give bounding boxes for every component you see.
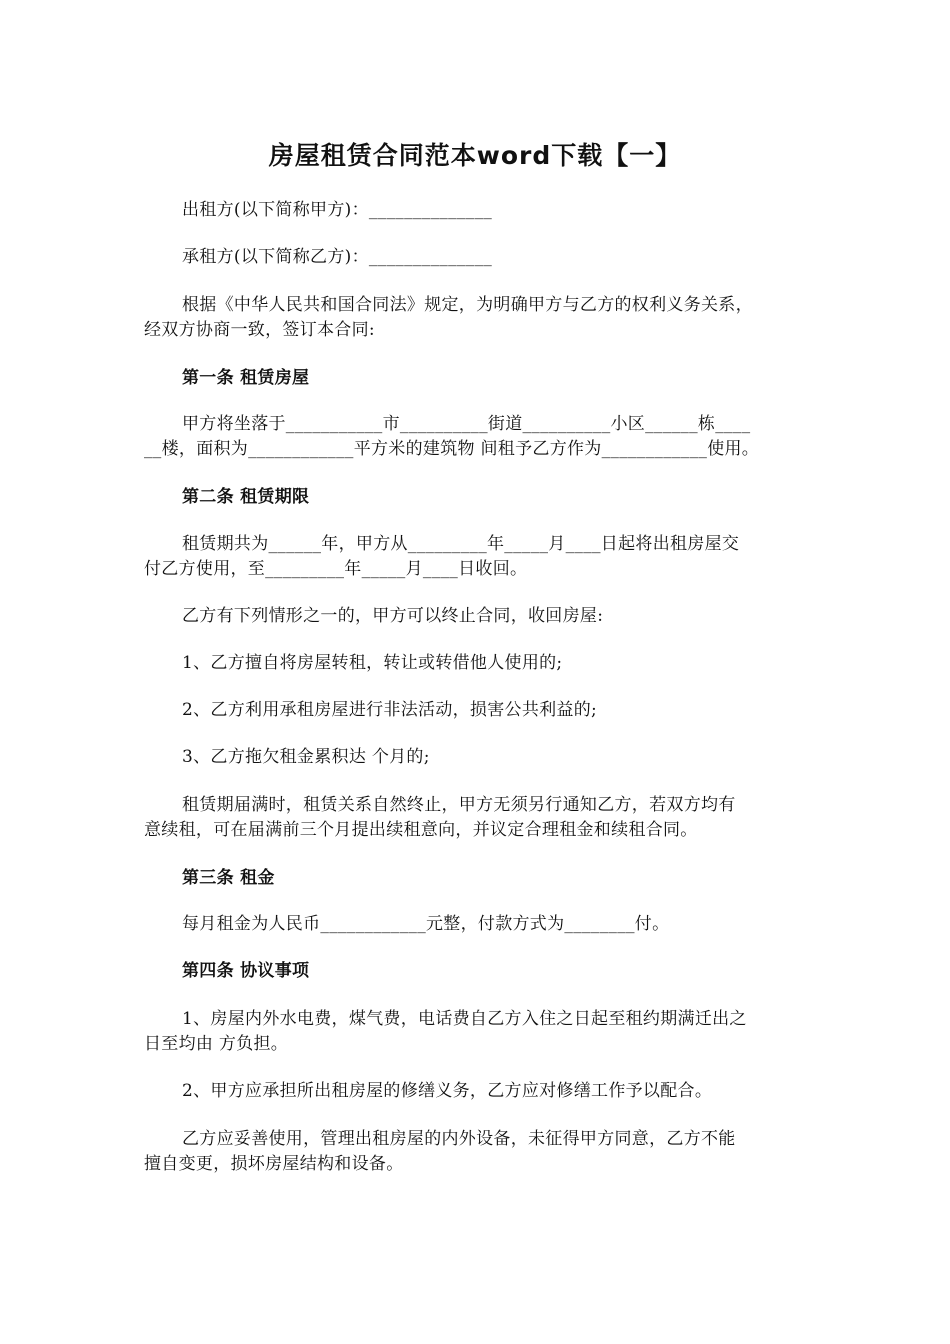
intro-paragraph-line1: 根据《中华人民共和国合同法》规定，为明确甲方与乙方的权利义务关系， bbox=[182, 295, 753, 315]
article4-heading: 第四条 协议事项 bbox=[182, 961, 310, 981]
care-paragraph-line1: 乙方应妥善使用，管理出租房屋的内外设备，未征得甲方同意，乙方不能 bbox=[182, 1129, 736, 1149]
termination-item-3: 3、乙方拖欠租金累积达 个月的; bbox=[182, 747, 430, 767]
article1-heading: 第一条 租赁房屋 bbox=[182, 368, 310, 388]
expiry-paragraph-line1: 租赁期届满时，租赁关系自然终止，甲方无须另行通知乙方，若双方均有 bbox=[182, 795, 736, 815]
termination-intro: 乙方有下列情形之一的，甲方可以终止合同，收回房屋: bbox=[182, 606, 604, 626]
article3-line1: 每月租金为人民币____________元整，付款方式为________付。 bbox=[182, 914, 670, 934]
article1-line2: __楼，面积为____________平方米的建筑物 间租予乙方作为____________使用。 bbox=[144, 439, 760, 459]
document-title: 房屋租赁合同范本word下载【一】 bbox=[268, 141, 682, 170]
lessee-line: 承租方(以下简称乙方)：______________ bbox=[182, 247, 493, 267]
article2-heading: 第二条 租赁期限 bbox=[182, 487, 310, 507]
termination-item-1: 1、乙方擅自将房屋转租，转让或转借他人使用的; bbox=[182, 653, 563, 673]
lessor-line: 出租方(以下简称甲方)：______________ bbox=[182, 200, 493, 220]
article4-item2: 2、甲方应承担所出租房屋的修缮义务，乙方应对修缮工作予以配合。 bbox=[182, 1081, 713, 1101]
article2-line2: 付乙方使用，至_________年_____月____日收回。 bbox=[144, 559, 528, 579]
termination-item-2: 2、乙方利用承租房屋进行非法活动，损害公共利益的; bbox=[182, 700, 598, 720]
article1-line1: 甲方将坐落于___________市__________街道__________小区______栋____ bbox=[182, 414, 751, 434]
intro-paragraph-line2: 经双方协商一致，签订本合同: bbox=[144, 320, 375, 340]
article3-heading: 第三条 租金 bbox=[182, 868, 275, 888]
article4-item1-line2: 日至均由 方负担。 bbox=[144, 1034, 289, 1054]
expiry-paragraph-line2: 意续租，可在届满前三个月提出续租意向，并议定合理租金和续租合同。 bbox=[144, 820, 698, 840]
article2-line1: 租赁期共为______年，甲方从_________年_____月____日起将出租房屋交 bbox=[182, 534, 740, 554]
care-paragraph-line2: 擅自变更，损坏房屋结构和设备。 bbox=[144, 1154, 404, 1174]
article4-item1-line1: 1、房屋内外水电费，煤气费，电话费自乙方入住之日起至租约期满迁出之 bbox=[182, 1009, 747, 1029]
